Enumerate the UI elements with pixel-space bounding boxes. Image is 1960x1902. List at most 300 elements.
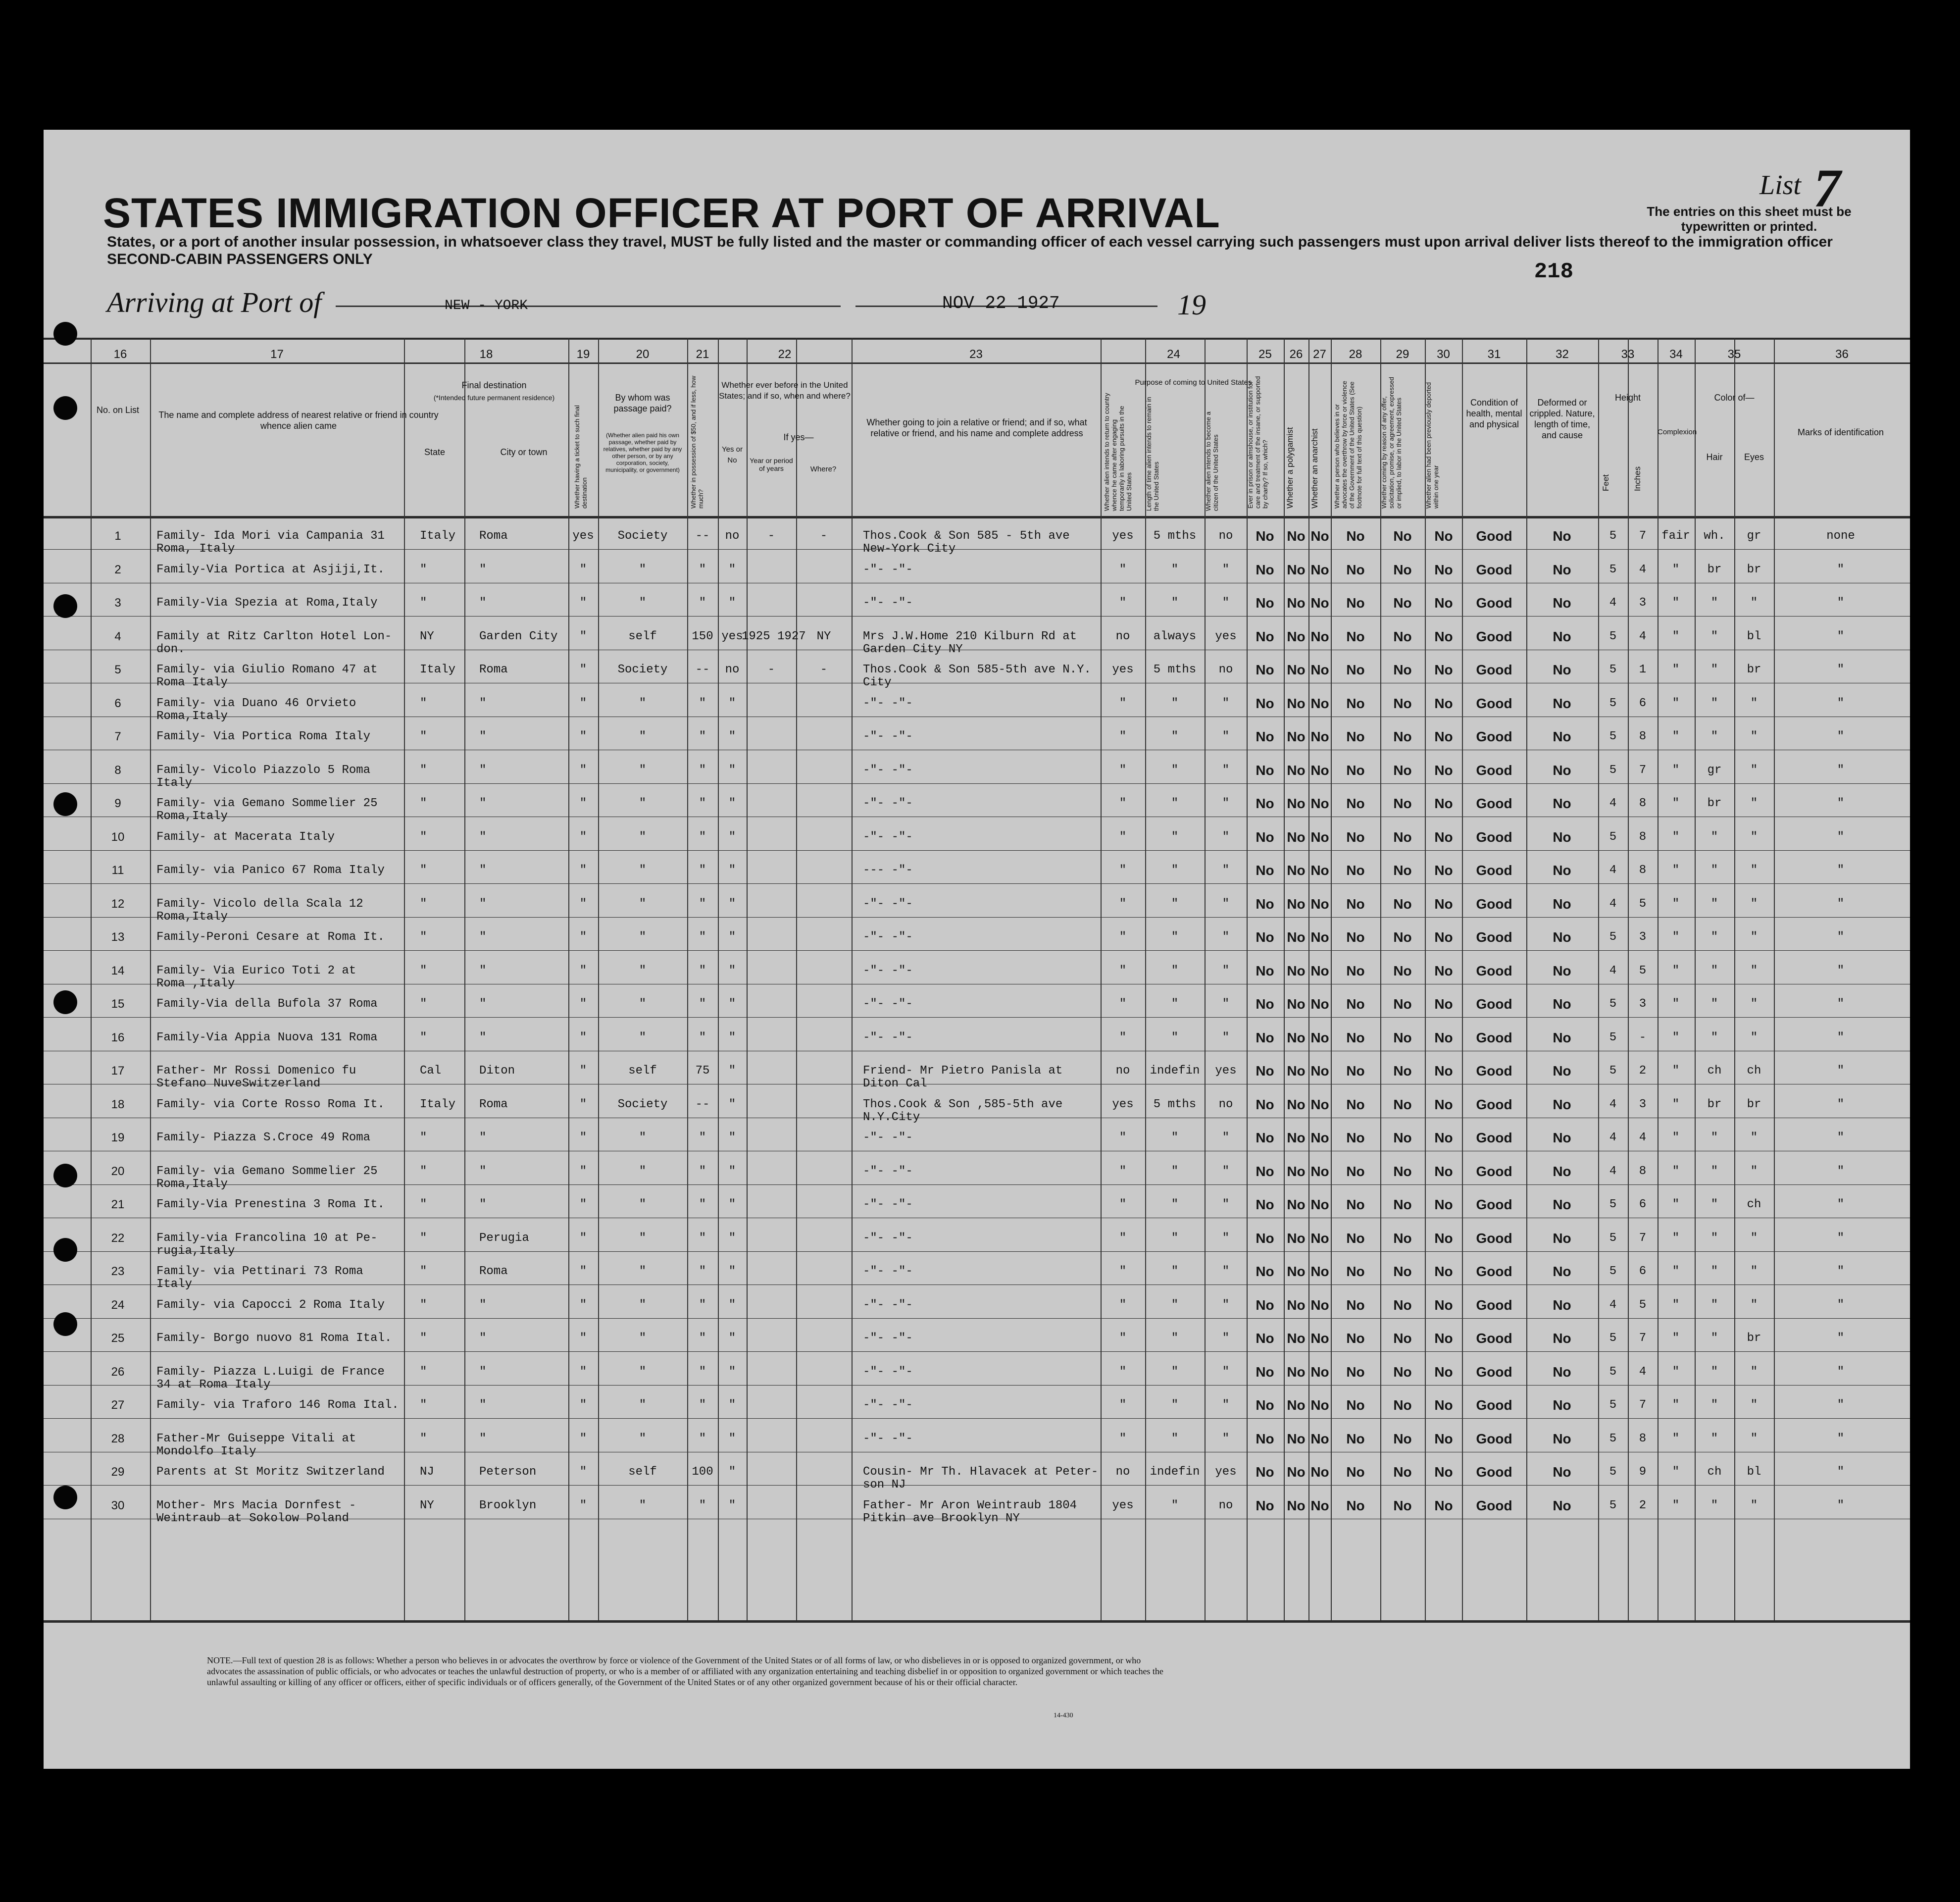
polygamist: No [1287, 763, 1306, 778]
overthrow-advocate: No [1346, 1264, 1365, 1279]
length-of-stay: " [1171, 797, 1179, 810]
labor-offer: No [1393, 729, 1412, 744]
relative-address-line2: Mondolfo Italy [156, 1445, 256, 1458]
ever-before-in-us: " [728, 1232, 736, 1245]
rule-line [44, 549, 1910, 550]
destination-state: " [420, 730, 427, 743]
complexion: " [1672, 1265, 1680, 1278]
eye-color: " [1750, 830, 1758, 844]
complexion: " [1672, 764, 1680, 777]
complexion: " [1672, 563, 1680, 576]
money-in-possession: " [699, 1031, 706, 1044]
eye-color: " [1750, 964, 1758, 977]
previously-deported: No [1434, 963, 1453, 978]
money-in-possession: " [699, 1365, 706, 1379]
labor-offer: No [1393, 829, 1412, 845]
passage-paid-by: " [639, 964, 647, 977]
passage-paid-by: " [639, 1499, 647, 1512]
identification-marks: " [1837, 997, 1845, 1011]
height-feet: 5 [1609, 1365, 1617, 1379]
overthrow-advocate: No [1346, 528, 1365, 544]
length-of-stay: " [1171, 897, 1179, 911]
height-inches: 8 [1639, 1432, 1647, 1445]
hair-color: " [1710, 1265, 1718, 1278]
destination-state: " [420, 1198, 427, 1211]
height-inches: 3 [1639, 997, 1647, 1011]
ticket-to-destination: yes [572, 529, 594, 543]
destination-city: Peterson [479, 1465, 537, 1479]
complexion: " [1672, 1465, 1680, 1479]
hair-color: " [1710, 830, 1718, 844]
joining-relative: -"- -"- [863, 930, 913, 944]
height-feet: 5 [1609, 1064, 1617, 1078]
header-ever-before-yesno: Yes or No [722, 445, 743, 464]
relative-address-line2: rugia,Italy [156, 1244, 235, 1258]
labor-offer: No [1393, 562, 1412, 577]
ticket-to-destination: " [579, 830, 587, 844]
row-number: 16 [111, 1031, 125, 1044]
destination-state: " [420, 930, 427, 944]
row-number: 15 [111, 997, 125, 1011]
rule-line [44, 883, 1910, 884]
destination-state: " [420, 897, 427, 911]
length-of-stay: " [1171, 830, 1179, 844]
ever-before-in-us: " [728, 1098, 736, 1111]
relative-address: Family- Vicolo della Scala 12 [156, 897, 363, 911]
binder-hole [53, 1486, 77, 1509]
complexion: " [1672, 1165, 1680, 1178]
length-of-stay: " [1171, 1499, 1179, 1512]
hair-color: " [1710, 1298, 1718, 1312]
height-feet: 5 [1609, 1232, 1617, 1245]
height-inches: 8 [1639, 797, 1647, 810]
intends-return: " [1119, 1398, 1127, 1412]
header-ever-before-ifyes: If yes— [783, 432, 814, 442]
complexion: " [1672, 1031, 1680, 1044]
row-number: 27 [111, 1398, 125, 1412]
height-inches: 6 [1639, 697, 1647, 710]
hair-color: " [1710, 864, 1718, 877]
deformed-or-crippled: No [1553, 1231, 1571, 1246]
overthrow-advocate: No [1346, 1197, 1365, 1212]
ever-before-in-us: no [725, 663, 740, 676]
prison-or-almshouse: No [1256, 896, 1274, 912]
relative-address: Family- Vicolo Piazzolo 5 Roma [156, 764, 371, 777]
health-condition: Good [1476, 1431, 1512, 1446]
rule-line [44, 1184, 1910, 1185]
passage-paid-by: " [639, 563, 647, 576]
intends-return: " [1119, 964, 1127, 977]
previously-deported: No [1434, 528, 1453, 544]
ticket-to-destination: " [579, 730, 587, 743]
health-condition: Good [1476, 929, 1512, 945]
identification-marks: " [1837, 1098, 1845, 1111]
row-number: 11 [111, 864, 124, 877]
intends-citizen: " [1222, 1131, 1230, 1144]
money-in-possession: " [699, 864, 706, 877]
overthrow-advocate: No [1346, 996, 1365, 1012]
destination-city: " [479, 930, 487, 944]
destination-state: " [420, 964, 427, 977]
column-number: 32 [1556, 348, 1569, 361]
joining-relative: -"- -"- [863, 1298, 913, 1312]
previously-deported: No [1434, 1364, 1453, 1380]
complexion: " [1672, 1298, 1680, 1312]
destination-city: " [479, 596, 487, 610]
hair-color: ch [1707, 1465, 1722, 1479]
overthrow-advocate: No [1346, 829, 1365, 845]
height-feet: 5 [1609, 1465, 1617, 1479]
column-number: 28 [1349, 348, 1362, 361]
eye-color: " [1750, 697, 1758, 710]
row-number: 26 [111, 1365, 125, 1379]
length-of-stay: 5 mths [1153, 1098, 1197, 1111]
height-inches: 2 [1639, 1499, 1647, 1512]
intends-citizen: " [1222, 830, 1230, 844]
relative-address: Father-Mr Guiseppe Vitali at [156, 1432, 356, 1445]
deformed-or-crippled: No [1553, 1164, 1571, 1179]
joining-relative: -"- -"- [863, 697, 913, 710]
ticket-to-destination: " [579, 1131, 587, 1144]
row-number: 2 [114, 563, 121, 576]
complexion: " [1672, 1131, 1680, 1144]
joining-relative: -"- -"- [863, 1165, 913, 1178]
header-height-feet: Feet [1601, 474, 1610, 491]
intends-citizen: no [1218, 1499, 1233, 1512]
health-condition: Good [1476, 896, 1512, 912]
joining-relative: -"- -"- [863, 830, 913, 844]
height-feet: 4 [1609, 797, 1617, 810]
ever-before-in-us: " [728, 764, 736, 777]
passage-paid-by: " [639, 1198, 647, 1211]
health-condition: Good [1476, 662, 1512, 677]
passage-paid-by: " [639, 830, 647, 844]
destination-city: " [479, 964, 487, 977]
anarchist: No [1310, 562, 1329, 577]
intends-return: " [1119, 1332, 1127, 1345]
complexion: " [1672, 1499, 1680, 1512]
money-in-possession: " [699, 697, 706, 710]
relative-address: Family- via Giulio Romano 47 at [156, 663, 378, 676]
header-complexion: Complexion [1658, 428, 1697, 436]
row-number: 28 [111, 1432, 125, 1445]
eye-color: " [1750, 930, 1758, 944]
header-deformed: Deformed or crippled. Nature, length of time, and cause [1529, 398, 1595, 440]
intends-citizen: " [1222, 1365, 1230, 1379]
intends-citizen: " [1222, 1031, 1230, 1044]
previously-deported: No [1434, 1097, 1453, 1112]
identification-marks: " [1837, 897, 1845, 911]
ticket-to-destination: " [579, 1265, 587, 1278]
hair-color: " [1710, 1432, 1718, 1445]
labor-offer: No [1393, 1097, 1412, 1112]
deformed-or-crippled: No [1553, 963, 1571, 978]
eye-color: " [1750, 1398, 1758, 1412]
money-in-possession: " [699, 1499, 706, 1512]
relative-address: Parents at St Moritz Switzerland [156, 1465, 385, 1479]
eye-color: ch [1747, 1198, 1761, 1211]
intends-return: " [1119, 930, 1127, 944]
complexion: " [1672, 596, 1680, 610]
ticket-to-destination: " [579, 1064, 587, 1078]
polygamist: No [1287, 528, 1306, 544]
intends-return: " [1119, 596, 1127, 610]
joining-relative: -"- -"- [863, 1131, 913, 1144]
destination-city: Roma [479, 529, 508, 543]
health-condition: Good [1476, 1097, 1512, 1112]
intends-return: " [1119, 1365, 1127, 1379]
height-feet: 5 [1609, 1398, 1617, 1412]
intends-return: " [1119, 897, 1127, 911]
ever-before-year: - [767, 529, 775, 543]
column-number: 25 [1258, 348, 1272, 361]
header-ever-before: Whether ever before in the United States; and if so, when and where? [719, 380, 851, 401]
row-number: 9 [114, 797, 121, 810]
height-inches: 3 [1639, 596, 1647, 610]
destination-state: NY [420, 1499, 434, 1512]
polygamist: No [1287, 863, 1306, 878]
ticket-to-destination: " [579, 1098, 587, 1111]
length-of-stay: " [1171, 1031, 1179, 1044]
overthrow-advocate: No [1346, 1130, 1365, 1145]
previously-deported: No [1434, 1397, 1453, 1413]
deformed-or-crippled: No [1553, 1297, 1571, 1313]
identification-marks: " [1837, 830, 1845, 844]
header-state: State [424, 447, 446, 457]
complexion: " [1672, 730, 1680, 743]
previously-deported: No [1434, 729, 1453, 744]
length-of-stay: " [1171, 930, 1179, 944]
intends-citizen: " [1222, 1265, 1230, 1278]
ever-before-in-us: " [728, 830, 736, 844]
intends-return: " [1119, 1198, 1127, 1211]
height-feet: 5 [1609, 1198, 1617, 1211]
length-of-stay: 5 mths [1153, 663, 1197, 676]
health-condition: Good [1476, 729, 1512, 744]
header-polygamist: Whether a polygamist [1285, 427, 1295, 509]
health-condition: Good [1476, 629, 1512, 644]
complexion: " [1672, 930, 1680, 944]
joining-relative-line2: Diton Cal [863, 1077, 927, 1090]
health-condition: Good [1476, 1130, 1512, 1145]
ever-before-in-us: " [728, 697, 736, 710]
complexion: " [1672, 630, 1680, 643]
row-number: 29 [111, 1465, 125, 1479]
polygamist: No [1287, 562, 1306, 577]
money-in-possession: " [699, 563, 706, 576]
identification-marks: " [1837, 1031, 1845, 1044]
passage-paid-by: " [639, 1332, 647, 1345]
destination-state: NY [420, 630, 434, 643]
deformed-or-crippled: No [1553, 1130, 1571, 1145]
destination-city: " [479, 797, 487, 810]
anarchist: No [1310, 629, 1329, 644]
complexion: " [1672, 1432, 1680, 1445]
health-condition: Good [1476, 1063, 1512, 1079]
intends-citizen: " [1222, 1332, 1230, 1345]
polygamist: No [1287, 1231, 1306, 1246]
relative-address-line2: Weintraub at Sokolow Poland [156, 1512, 349, 1525]
joining-relative: -"- -"- [863, 1432, 913, 1445]
binder-hole [53, 1164, 77, 1187]
ticket-to-destination: " [579, 964, 587, 977]
row-number: 1 [114, 529, 121, 543]
joining-relative: Father- Mr Aron Weintraub 1804 [863, 1499, 1077, 1512]
hair-color: " [1710, 1131, 1718, 1144]
overthrow-advocate: No [1346, 729, 1365, 744]
ever-before-in-us: " [728, 1432, 736, 1445]
relative-address: Family- via Panico 67 Roma Italy [156, 864, 385, 877]
intends-citizen: " [1222, 764, 1230, 777]
destination-city: " [479, 1298, 487, 1312]
overthrow-advocate: No [1346, 1297, 1365, 1313]
length-of-stay: " [1171, 964, 1179, 977]
polygamist: No [1287, 796, 1306, 811]
joining-relative: -"- -"- [863, 997, 913, 1011]
hair-color: " [1710, 997, 1718, 1011]
ever-before-where: - [820, 663, 828, 676]
intends-citizen: " [1222, 596, 1230, 610]
labor-offer: No [1393, 763, 1412, 778]
relative-address: Family- Via Eurico Toti 2 at [156, 964, 356, 977]
ever-before-in-us: " [728, 1064, 736, 1078]
prison-or-almshouse: No [1256, 1097, 1274, 1112]
height-feet: 5 [1609, 529, 1617, 543]
prison-or-almshouse: No [1256, 1331, 1274, 1346]
joining-relative-line2: City [863, 676, 892, 689]
destination-state: Cal [420, 1064, 442, 1078]
rule-line [44, 1620, 1910, 1623]
column-number: 22 [778, 348, 792, 361]
joining-relative: -"- -"- [863, 730, 913, 743]
labor-offer: No [1393, 929, 1412, 945]
destination-city: " [479, 1131, 487, 1144]
passage-paid-by: self [628, 630, 657, 643]
height-feet: 5 [1609, 1031, 1617, 1044]
prison-or-almshouse: No [1256, 1231, 1274, 1246]
height-feet: 5 [1609, 1332, 1617, 1345]
rule-line [44, 616, 1910, 617]
length-of-stay: indefin [1150, 1064, 1200, 1078]
ever-before-in-us: " [728, 1131, 736, 1144]
money-in-possession: " [699, 764, 706, 777]
labor-offer: No [1393, 696, 1412, 711]
polygamist: No [1287, 1164, 1306, 1179]
passage-paid-by: " [639, 1298, 647, 1312]
overthrow-advocate: No [1346, 1030, 1365, 1045]
complexion: " [1672, 964, 1680, 977]
hair-color: " [1710, 730, 1718, 743]
deformed-or-crippled: No [1553, 1063, 1571, 1079]
height-feet: 5 [1609, 730, 1617, 743]
deformed-or-crippled: No [1553, 1431, 1571, 1446]
complexion: " [1672, 997, 1680, 1011]
identification-marks: " [1837, 1265, 1845, 1278]
polygamist: No [1287, 729, 1306, 744]
identification-marks: " [1837, 1398, 1845, 1412]
health-condition: Good [1476, 562, 1512, 577]
hair-color: " [1710, 1165, 1718, 1178]
ever-before-in-us: " [728, 1198, 736, 1211]
ticket-to-destination: " [579, 630, 587, 643]
money-in-possession: -- [695, 663, 710, 676]
labor-offer: No [1393, 963, 1412, 978]
joining-relative: Friend- Mr Pietro Panisla at [863, 1064, 1063, 1078]
destination-city: " [479, 897, 487, 911]
previously-deported: No [1434, 1331, 1453, 1346]
joining-relative: -"- -"- [863, 964, 913, 977]
polygamist: No [1287, 1498, 1306, 1513]
anarchist: No [1310, 1297, 1329, 1313]
passage-paid-by: " [639, 864, 647, 877]
eye-color: ch [1747, 1064, 1761, 1078]
destination-state: Italy [420, 529, 456, 543]
previously-deported: No [1434, 1264, 1453, 1279]
overthrow-advocate: No [1346, 1331, 1365, 1346]
height-feet: 4 [1609, 1298, 1617, 1312]
money-in-possession: " [699, 997, 706, 1011]
height-inches: - [1639, 1031, 1647, 1044]
identification-marks: " [1837, 1432, 1845, 1445]
length-of-stay: " [1171, 1131, 1179, 1144]
health-condition: Good [1476, 1397, 1512, 1413]
height-feet: 5 [1609, 697, 1617, 710]
height-feet: 4 [1609, 1098, 1617, 1111]
health-condition: Good [1476, 963, 1512, 978]
passage-paid-by: Society [617, 529, 668, 543]
joining-relative: -"- -"- [863, 897, 913, 911]
ever-before-where: - [820, 529, 828, 543]
intends-citizen: " [1222, 1198, 1230, 1211]
eye-color: bl [1747, 630, 1761, 643]
deformed-or-crippled: No [1553, 1331, 1571, 1346]
intends-return: no [1115, 1465, 1130, 1479]
intends-citizen: " [1222, 1232, 1230, 1245]
joining-relative: -"- -"- [863, 1232, 913, 1245]
joining-relative: -"- -"- [863, 1332, 913, 1345]
hair-color: ch [1707, 1064, 1722, 1078]
money-in-possession: " [699, 1265, 706, 1278]
anarchist: No [1310, 1264, 1329, 1279]
joining-relative: Thos.Cook & Son 585-5th ave N.Y. [863, 663, 1091, 676]
labor-offer: No [1393, 595, 1412, 611]
overthrow-advocate: No [1346, 763, 1365, 778]
money-in-possession: " [699, 1298, 706, 1312]
money-in-possession: " [699, 1165, 706, 1178]
anarchist: No [1310, 863, 1329, 878]
header-hair: Hair [1706, 452, 1723, 462]
deformed-or-crippled: No [1553, 662, 1571, 677]
binder-hole [53, 990, 77, 1014]
intends-return: " [1119, 563, 1127, 576]
eye-color: " [1750, 1131, 1758, 1144]
prison-or-almshouse: No [1256, 763, 1274, 778]
destination-state: " [420, 697, 427, 710]
anarchist: No [1310, 696, 1329, 711]
row-number: 21 [111, 1198, 125, 1211]
intends-return: " [1119, 830, 1127, 844]
height-feet: 5 [1609, 563, 1617, 576]
intends-citizen: " [1222, 997, 1230, 1011]
header-color: Color of— [1714, 393, 1755, 403]
row-number: 23 [111, 1265, 125, 1278]
header-list-number: No. on List [96, 405, 140, 415]
prison-or-almshouse: No [1256, 629, 1274, 644]
eye-color: br [1747, 563, 1761, 576]
prison-or-almshouse: No [1256, 1431, 1274, 1446]
prison-or-almshouse: No [1256, 996, 1274, 1012]
ticket-to-destination: " [579, 1332, 587, 1345]
